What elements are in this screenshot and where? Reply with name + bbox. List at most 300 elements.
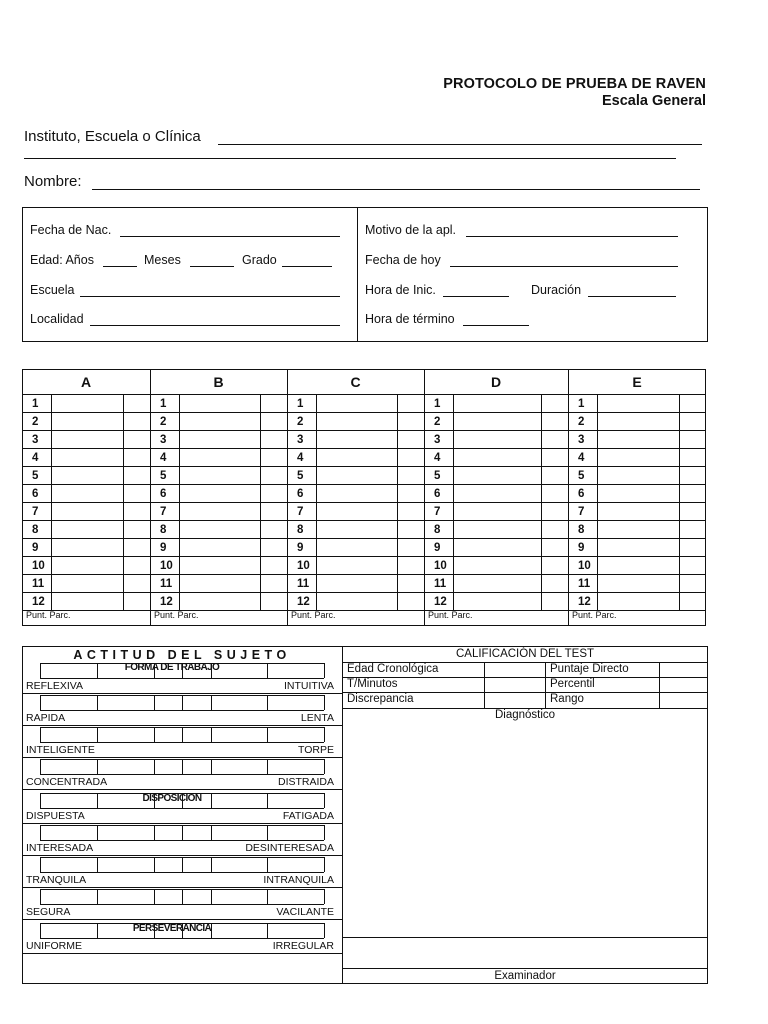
answer-cell[interactable] (52, 449, 122, 465)
answer-cell[interactable] (454, 557, 540, 573)
item-number: 9 (32, 542, 39, 554)
reason-label: Motivo de la apl. (365, 223, 457, 237)
check-cell[interactable] (542, 449, 567, 465)
birth-date-field[interactable] (120, 236, 340, 237)
grid-column-divider (568, 369, 569, 626)
check-cell[interactable] (261, 449, 286, 465)
check-cell[interactable] (261, 431, 286, 447)
scale-option[interactable] (212, 858, 266, 871)
item-number: 3 (434, 434, 441, 446)
label-line (22, 953, 342, 954)
answer-cell[interactable] (598, 413, 678, 429)
diagnosis-area[interactable] (344, 724, 706, 935)
answer-cell[interactable] (180, 575, 259, 591)
grid-column-divider (424, 369, 425, 626)
scale-line (40, 904, 324, 905)
answer-cell[interactable] (317, 431, 396, 447)
series-header-e: E (632, 374, 642, 390)
scale-option[interactable] (183, 890, 210, 903)
check-cell[interactable] (124, 395, 149, 411)
answer-cell[interactable] (454, 467, 540, 483)
item-number: 9 (578, 542, 585, 554)
answer-cell[interactable] (317, 575, 396, 591)
scale-option[interactable] (183, 696, 210, 709)
check-cell[interactable] (680, 593, 705, 609)
start-time-field[interactable] (443, 296, 509, 297)
trait-right-label: LENTA (300, 712, 334, 724)
check-cell[interactable] (680, 449, 705, 465)
scale-option[interactable] (183, 760, 210, 773)
today-field[interactable] (450, 266, 678, 267)
scale-option[interactable] (268, 728, 323, 741)
school-label: Escuela (30, 283, 75, 297)
scale-option[interactable] (41, 728, 96, 741)
answer-cell[interactable] (180, 521, 259, 537)
locality-label: Localidad (30, 312, 84, 326)
answer-cell[interactable] (52, 557, 122, 573)
months-field[interactable] (190, 266, 234, 267)
item-number: 12 (297, 596, 310, 608)
item-number: 10 (434, 560, 447, 572)
answer-cell[interactable] (317, 449, 396, 465)
answer-cell[interactable] (180, 503, 259, 519)
answer-cell[interactable] (52, 431, 122, 447)
check-cell[interactable] (124, 557, 149, 573)
check-cell[interactable] (124, 521, 149, 537)
item-number: 12 (160, 596, 173, 608)
check-cell[interactable] (124, 467, 149, 483)
item-number: 1 (297, 398, 304, 410)
answer-cell[interactable] (598, 593, 678, 609)
check-cell[interactable] (261, 503, 286, 519)
item-number: 3 (32, 434, 39, 446)
answer-cell[interactable] (317, 593, 396, 609)
age-years-label: Edad: Años (30, 253, 94, 267)
discrepancy-label: Discrepancia (347, 693, 414, 705)
check-cell[interactable] (542, 575, 567, 591)
check-cell[interactable] (542, 485, 567, 501)
check-cell[interactable] (261, 521, 286, 537)
item-number: 6 (32, 488, 39, 500)
range-value[interactable] (660, 693, 706, 707)
item-number: 3 (578, 434, 585, 446)
trait-right-label: INTRANQUILA (263, 874, 334, 886)
end-time-field[interactable] (463, 325, 529, 326)
trait-right-label: DISTRAIDA (277, 776, 334, 788)
check-cell[interactable] (542, 521, 567, 537)
check-cell[interactable] (124, 431, 149, 447)
answer-cell[interactable] (317, 485, 396, 501)
partial-score-label: Punt. Parc. (428, 610, 473, 620)
answer-cell[interactable] (598, 449, 678, 465)
item-number: 9 (160, 542, 167, 554)
answer-cell[interactable] (598, 575, 678, 591)
answer-cell[interactable] (52, 413, 122, 429)
check-cell[interactable] (398, 575, 423, 591)
label-line (22, 725, 342, 726)
answer-cell[interactable] (598, 557, 678, 573)
check-cell[interactable] (124, 593, 149, 609)
trait-right-label: DESINTERESADA (245, 842, 334, 854)
scale-tick (324, 663, 325, 678)
item-number: 5 (434, 470, 441, 482)
grade-field[interactable] (282, 266, 332, 267)
scale-tick (324, 923, 325, 938)
reason-field[interactable] (466, 236, 678, 237)
answer-cell[interactable] (52, 521, 122, 537)
answer-cell[interactable] (598, 521, 678, 537)
scale-option[interactable] (183, 924, 210, 937)
answer-cell[interactable] (52, 467, 122, 483)
institution-field-line-1[interactable] (218, 144, 702, 145)
scale-option[interactable] (212, 794, 266, 807)
section-heading: FORMA DE TRABAJO (124, 662, 220, 673)
answer-cell[interactable] (598, 539, 678, 555)
answer-cell[interactable] (180, 593, 259, 609)
trait-right-label: TORPE (298, 744, 334, 756)
scale-option[interactable] (155, 924, 181, 937)
scale-line (40, 678, 324, 679)
check-cell[interactable] (261, 467, 286, 483)
answer-cell[interactable] (180, 467, 259, 483)
scale-option[interactable] (268, 760, 323, 773)
discrepancy-value[interactable] (485, 693, 544, 707)
item-number: 11 (434, 578, 447, 590)
item-number: 1 (434, 398, 441, 410)
check-cell[interactable] (124, 485, 149, 501)
item-number: 10 (297, 560, 310, 572)
check-cell[interactable] (542, 593, 567, 609)
check-cell[interactable] (398, 503, 423, 519)
scale-option[interactable] (212, 924, 266, 937)
item-number: 9 (297, 542, 304, 554)
scale-option[interactable] (41, 826, 96, 839)
direct-score-value[interactable] (660, 663, 706, 676)
answer-cell[interactable] (454, 521, 540, 537)
scale-option[interactable] (41, 760, 96, 773)
answer-cell[interactable] (454, 431, 540, 447)
scale-tick (324, 695, 325, 710)
check-cell[interactable] (680, 575, 705, 591)
check-cell[interactable] (398, 431, 423, 447)
scale-option[interactable] (41, 794, 96, 807)
chron-age-label: Edad Cronológica (347, 663, 439, 675)
item-number: 11 (32, 578, 45, 590)
scale-option[interactable] (155, 890, 181, 903)
trait-left-label: INTERESADA (26, 842, 94, 854)
item-number: 3 (297, 434, 304, 446)
answer-cell[interactable] (454, 575, 540, 591)
scale-option[interactable] (155, 760, 181, 773)
answer-cell[interactable] (598, 431, 678, 447)
item-number: 10 (32, 560, 45, 572)
check-cell[interactable] (124, 413, 149, 429)
check-cell[interactable] (542, 431, 567, 447)
percentile-label: Percentil (550, 678, 595, 690)
scale-option[interactable] (212, 760, 266, 773)
scale-tick (324, 759, 325, 774)
answer-cell[interactable] (180, 485, 259, 501)
check-cell[interactable] (124, 575, 149, 591)
check-cell[interactable] (680, 395, 705, 411)
item-number: 4 (434, 452, 441, 464)
answer-cell[interactable] (598, 395, 678, 411)
trait-left-label: SEGURA (26, 906, 71, 918)
answer-cell[interactable] (454, 593, 540, 609)
scale-option[interactable] (155, 826, 181, 839)
school-field[interactable] (80, 296, 340, 297)
scale-option[interactable] (212, 826, 266, 839)
trait-left-label: UNIFORME (26, 940, 82, 952)
scale-option[interactable] (183, 664, 210, 677)
item-number: 8 (578, 524, 585, 536)
item-number: 7 (578, 506, 585, 518)
label-line (22, 887, 342, 888)
grade-label: Grado (242, 253, 277, 267)
scale-option[interactable] (155, 696, 181, 709)
item-number: 11 (160, 578, 173, 590)
series-header-a: A (80, 374, 92, 390)
item-number: 12 (434, 596, 447, 608)
scale-option[interactable] (212, 890, 266, 903)
answer-cell[interactable] (317, 467, 396, 483)
trait-left-label: RAPIDA (26, 712, 66, 724)
scale-option[interactable] (41, 858, 96, 871)
diagnosis-bottom-line (342, 937, 708, 938)
trait-left-label: TRANQUILA (26, 874, 87, 886)
trait-left-label: INTELIGENTE (26, 744, 95, 756)
institution-field-line-2[interactable] (24, 158, 676, 159)
check-cell[interactable] (398, 413, 423, 429)
item-number: 4 (297, 452, 304, 464)
examiner-area[interactable] (344, 939, 706, 967)
name-field-line[interactable] (92, 189, 700, 190)
item-number: 1 (32, 398, 39, 410)
scale-option[interactable] (212, 664, 266, 677)
direct-score-label: Puntaje Directo (550, 663, 629, 675)
answer-cell[interactable] (317, 539, 396, 555)
diagnosis-label: Diagnóstico (494, 709, 556, 721)
scale-option[interactable] (268, 696, 323, 709)
scale-option[interactable] (212, 728, 266, 741)
check-cell[interactable] (398, 521, 423, 537)
check-cell[interactable] (398, 593, 423, 609)
item-number: 6 (297, 488, 304, 500)
scale-option[interactable] (98, 924, 153, 937)
answer-cell[interactable] (180, 413, 259, 429)
answer-cell[interactable] (52, 575, 122, 591)
scale-option[interactable] (268, 794, 323, 807)
scale-option[interactable] (268, 924, 323, 937)
answer-cell[interactable] (454, 449, 540, 465)
label-line (22, 855, 342, 856)
check-cell[interactable] (680, 557, 705, 573)
item-number: 2 (160, 416, 167, 428)
check-cell[interactable] (542, 539, 567, 555)
check-cell[interactable] (680, 467, 705, 483)
check-cell[interactable] (542, 413, 567, 429)
scale-option[interactable] (41, 664, 96, 677)
answer-cell[interactable] (598, 503, 678, 519)
scale-option[interactable] (268, 890, 323, 903)
answer-cell[interactable] (317, 521, 396, 537)
check-cell[interactable] (398, 395, 423, 411)
answer-cell[interactable] (180, 539, 259, 555)
scale-tick (324, 857, 325, 872)
check-cell[interactable] (261, 395, 286, 411)
check-cell[interactable] (680, 539, 705, 555)
answer-cell[interactable] (317, 557, 396, 573)
age-years-field[interactable] (103, 266, 137, 267)
answer-cell[interactable] (52, 503, 122, 519)
trait-left-label: DISPUESTA (26, 810, 85, 822)
item-number: 2 (434, 416, 441, 428)
check-cell[interactable] (261, 413, 286, 429)
series-header-b: B (213, 374, 224, 390)
scale-option[interactable] (98, 760, 153, 773)
page-subtitle: Escala General (602, 93, 706, 109)
check-cell[interactable] (398, 539, 423, 555)
scale-option[interactable] (212, 696, 266, 709)
answer-cell[interactable] (180, 449, 259, 465)
check-cell[interactable] (542, 557, 567, 573)
scale-line (40, 808, 324, 809)
answer-cell[interactable] (52, 593, 122, 609)
scale-option[interactable] (41, 890, 96, 903)
scale-option[interactable] (41, 696, 96, 709)
partial-score-label: Punt. Parc. (572, 610, 617, 620)
answer-cell[interactable] (52, 485, 122, 501)
scale-tick (324, 727, 325, 742)
answer-cell[interactable] (180, 557, 259, 573)
scale-option[interactable] (183, 728, 210, 741)
item-number: 7 (434, 506, 441, 518)
range-label: Rango (550, 693, 584, 705)
evaluation-divider (342, 646, 343, 984)
item-number: 7 (32, 506, 39, 518)
check-cell[interactable] (261, 593, 286, 609)
scale-line (40, 742, 324, 743)
check-cell[interactable] (542, 503, 567, 519)
answer-cell[interactable] (454, 413, 540, 429)
answer-cell[interactable] (454, 485, 540, 501)
check-cell[interactable] (680, 431, 705, 447)
scale-line (40, 710, 324, 711)
check-cell[interactable] (124, 449, 149, 465)
check-cell[interactable] (398, 467, 423, 483)
percentile-value[interactable] (660, 678, 706, 691)
trait-left-label: REFLEXIVA (26, 680, 83, 692)
item-number: 12 (578, 596, 591, 608)
check-cell[interactable] (261, 575, 286, 591)
check-cell[interactable] (680, 521, 705, 537)
answer-cell[interactable] (454, 503, 540, 519)
check-cell[interactable] (261, 557, 286, 573)
chron-age-value[interactable] (485, 663, 544, 676)
label-line (22, 693, 342, 694)
item-number: 11 (297, 578, 310, 590)
attitude-title: ACTITUD DEL SUJETO (73, 648, 291, 662)
scale-option[interactable] (268, 858, 323, 871)
institution-label: Instituto, Escuela o Clínica (24, 128, 201, 145)
answer-cell[interactable] (598, 467, 678, 483)
item-number: 5 (160, 470, 167, 482)
locality-field[interactable] (90, 325, 340, 326)
answer-cell[interactable] (454, 395, 540, 411)
scale-option[interactable] (98, 728, 153, 741)
answer-cell[interactable] (317, 413, 396, 429)
answer-cell[interactable] (317, 395, 396, 411)
section-heading: PERSEVERANCIA (132, 923, 212, 934)
scale-option[interactable] (155, 664, 181, 677)
scale-option[interactable] (155, 728, 181, 741)
duration-field[interactable] (588, 296, 676, 297)
scoring-col (545, 662, 546, 708)
check-cell[interactable] (542, 395, 567, 411)
check-cell[interactable] (124, 503, 149, 519)
item-number: 2 (578, 416, 585, 428)
label-line (22, 919, 342, 920)
scale-option[interactable] (183, 826, 210, 839)
scale-option[interactable] (41, 924, 96, 937)
answer-cell[interactable] (180, 395, 259, 411)
t-minutes-value[interactable] (485, 678, 544, 691)
answer-cell[interactable] (52, 539, 122, 555)
answer-cell[interactable] (317, 503, 396, 519)
check-cell[interactable] (261, 539, 286, 555)
item-number: 1 (578, 398, 585, 410)
scale-option[interactable] (183, 858, 210, 871)
answer-cell[interactable] (52, 395, 122, 411)
scale-option[interactable] (98, 664, 153, 677)
item-number: 4 (32, 452, 39, 464)
check-cell[interactable] (124, 539, 149, 555)
scale-option[interactable] (155, 794, 181, 807)
scale-option[interactable] (268, 826, 323, 839)
scale-option[interactable] (98, 858, 153, 871)
check-cell[interactable] (398, 449, 423, 465)
check-cell[interactable] (398, 485, 423, 501)
answer-cell[interactable] (180, 431, 259, 447)
scale-option[interactable] (98, 826, 153, 839)
scale-option[interactable] (268, 664, 323, 677)
trait-right-label: IRREGULAR (272, 940, 334, 952)
scoring-title: CALIFICACIÓN DEL TEST (455, 648, 595, 660)
scale-option[interactable] (98, 794, 153, 807)
scale-option[interactable] (98, 890, 153, 903)
check-cell[interactable] (261, 485, 286, 501)
answer-cell[interactable] (454, 539, 540, 555)
check-cell[interactable] (680, 503, 705, 519)
partial-score-label: Punt. Parc. (154, 610, 199, 620)
section-heading: DISPOSICION (142, 793, 202, 804)
scale-option[interactable] (98, 696, 153, 709)
scale-option[interactable] (155, 858, 181, 871)
scale-option[interactable] (183, 794, 210, 807)
check-cell[interactable] (542, 467, 567, 483)
answer-cell[interactable] (598, 485, 678, 501)
check-cell[interactable] (680, 485, 705, 501)
scale-tick (324, 889, 325, 904)
check-cell[interactable] (680, 413, 705, 429)
item-number: 3 (160, 434, 167, 446)
item-number: 8 (32, 524, 39, 536)
trait-right-label: INTUITIVA (284, 680, 334, 692)
item-number: 8 (160, 524, 167, 536)
check-cell[interactable] (398, 557, 423, 573)
label-line (22, 823, 342, 824)
t-minutes-label: T/Minutos (347, 678, 398, 690)
